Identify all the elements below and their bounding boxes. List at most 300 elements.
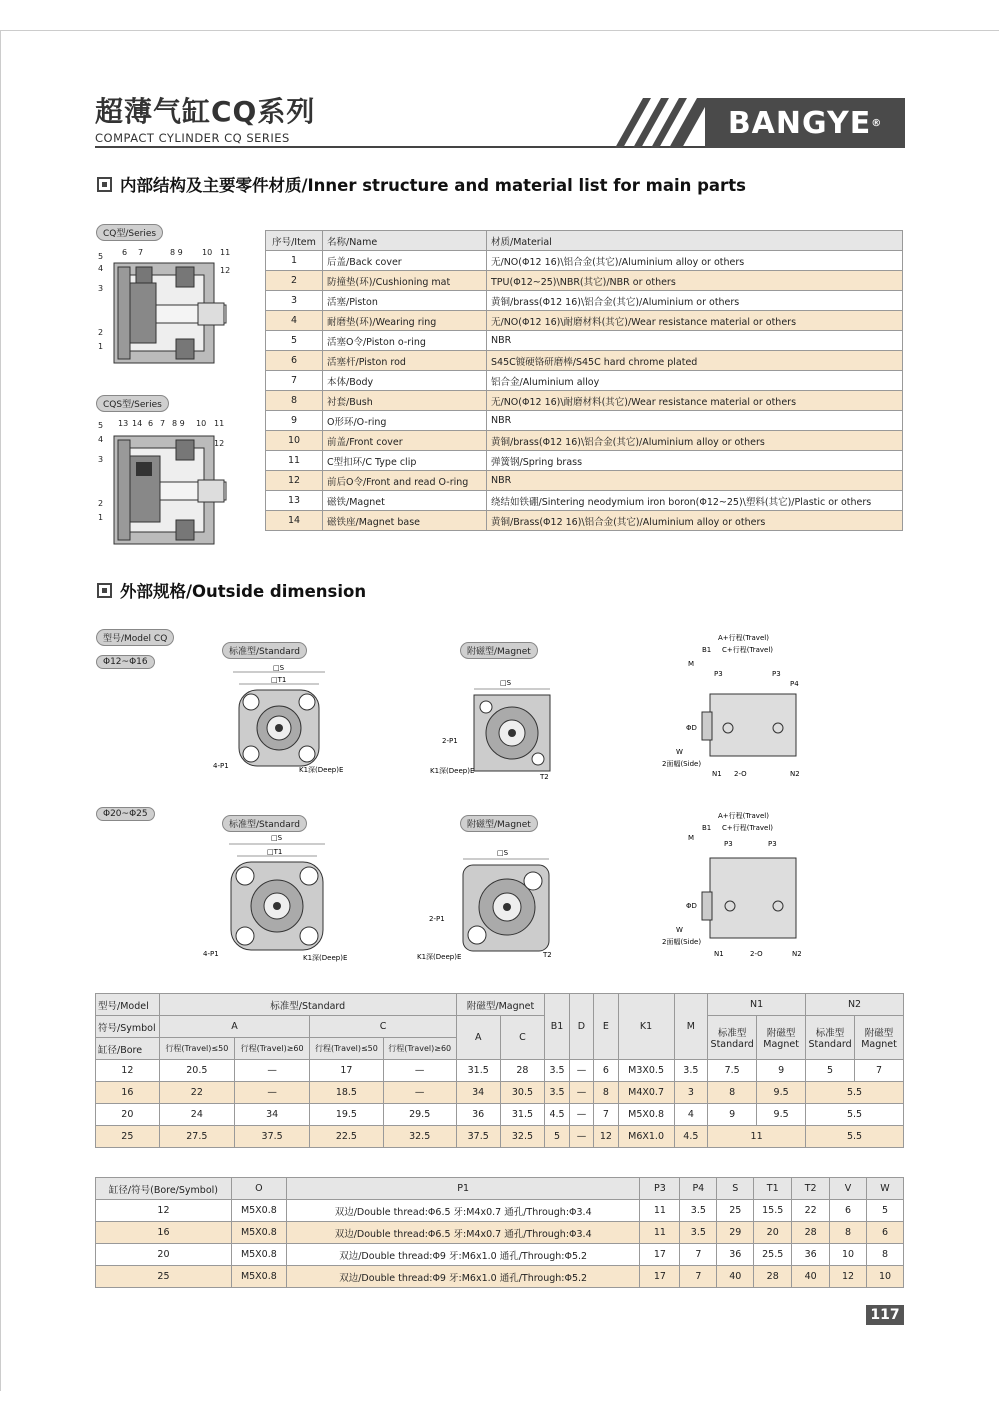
dim-label-c: C+行程(Travel)	[722, 646, 774, 654]
material-cell: 黄铜/brass(Φ12 16)\铝合金(其它)/Aluminium alloy or others	[487, 431, 903, 451]
h-bore: 缸径/Bore	[96, 1038, 160, 1060]
table-row	[96, 1222, 904, 1244]
h-std-cn: 标准型	[815, 1028, 845, 1039]
n2-cell: 5.5	[806, 1104, 904, 1126]
dimension-table	[95, 993, 904, 1148]
port-cell: 11	[640, 1222, 680, 1244]
c2-cell: 29.5	[383, 1104, 456, 1126]
cqs-callout: 12	[214, 439, 225, 448]
port-cell: 5	[867, 1200, 904, 1222]
section-bullet-icon	[97, 583, 112, 598]
h-b1: B1	[545, 994, 569, 1060]
port-cell: 6	[867, 1222, 904, 1244]
item-cell: 5	[266, 331, 323, 351]
k1-cell: M3X0.5	[618, 1060, 674, 1082]
port-cell: 28	[792, 1222, 830, 1244]
material-cell: 绕结如铁硼/Sintering neodymium iron boron(Φ12~25)\塑料(其它)/Plastic or others	[487, 491, 903, 511]
dim-label-d: ΦD	[686, 724, 697, 732]
h-e: E	[594, 994, 618, 1060]
cq-callout: 6	[122, 248, 128, 257]
port-cell: 25.5	[754, 1244, 792, 1266]
side-view-small	[660, 630, 810, 780]
dim-label-t2: T2	[540, 773, 549, 781]
d-cell: —	[569, 1082, 593, 1104]
page-title-cn: 超薄气缸CQ系列	[95, 95, 316, 128]
c2-cell: —	[383, 1060, 456, 1082]
table-row	[266, 511, 903, 531]
mc-cell: 28	[500, 1060, 545, 1082]
magnet-front-view-large	[415, 845, 590, 970]
table-row	[266, 311, 903, 331]
dim-label-2p1: 2-P1	[429, 915, 445, 923]
cqs-cutaway-diagram	[96, 416, 236, 551]
table-row	[96, 1244, 904, 1266]
cq-cutaway-diagram	[96, 245, 236, 375]
table-row	[266, 331, 903, 351]
material-cell: 无/NO(Φ12 16)\耐磨材料(其它)/Wear resistance material or others	[487, 311, 903, 331]
port-cell: M5X0.8	[231, 1244, 286, 1266]
dim-label-w: W	[676, 926, 683, 934]
cq-callout: 4	[98, 264, 104, 273]
item-cell: 14	[266, 511, 323, 531]
material-cell: NBR	[487, 331, 903, 351]
name-cell: 活塞/Piston	[323, 291, 487, 311]
name-cell: 活塞O令/Piston o-ring	[323, 331, 487, 351]
d-cell: —	[569, 1126, 593, 1148]
port-cell: 40	[792, 1266, 830, 1288]
a2-cell: —	[234, 1060, 309, 1082]
port-cell: 16	[96, 1222, 232, 1244]
dim-label-n1: N1	[714, 950, 724, 958]
port-cell: 25	[96, 1266, 232, 1288]
e-cell: 6	[594, 1060, 618, 1082]
series-cqs-label: CQS型/Series	[96, 395, 169, 412]
bore-cell: 12	[96, 1060, 160, 1082]
port-cell: 25	[717, 1200, 754, 1222]
cqs-callout: 5	[98, 421, 104, 430]
material-cell: NBR	[487, 411, 903, 431]
table-row	[266, 291, 903, 311]
table-row	[266, 431, 903, 451]
ports-table	[95, 1177, 904, 1288]
h-n1-magnet	[757, 1016, 806, 1060]
dim-label-p3: P3	[724, 840, 733, 848]
item-cell: 2	[266, 271, 323, 291]
table-row	[96, 1266, 904, 1288]
dim-label-4p1: 4-P1	[203, 950, 219, 958]
side-view-large	[660, 808, 810, 963]
port-cell: 3.5	[680, 1222, 717, 1244]
standard-label-1: 标准型/Standard	[222, 642, 307, 659]
h-std-en: Standard	[710, 1039, 754, 1050]
mc-cell: 32.5	[500, 1126, 545, 1148]
col-header-material: 材质/Material	[487, 231, 903, 251]
dim-label-4p1: 4-P1	[213, 762, 229, 770]
dim-label-side: 2面幅(Side)	[662, 938, 702, 946]
n2-cell: 5.5	[806, 1082, 904, 1104]
c1-cell: 18.5	[310, 1082, 383, 1104]
n2-cell: 5.5	[806, 1126, 904, 1148]
cq-callout: 12	[220, 266, 231, 275]
dim-label-s: □S	[497, 849, 509, 857]
port-cell: 10	[867, 1266, 904, 1288]
d-cell: —	[569, 1104, 593, 1126]
dim-label-s: □S	[500, 679, 512, 687]
port-cell: 6	[830, 1200, 867, 1222]
c1-cell: 17	[310, 1060, 383, 1082]
a1-cell: 20.5	[159, 1060, 234, 1082]
dim-label-k1: K1深(Deep)E	[417, 953, 462, 961]
dim-label-p3: P3	[772, 670, 781, 678]
dim-label-s: □S	[273, 664, 285, 672]
port-cell: 8	[867, 1244, 904, 1266]
col-header: P3	[640, 1178, 680, 1200]
c2-cell: 32.5	[383, 1126, 456, 1148]
brand-mark: ®	[871, 117, 883, 129]
cq-callout: 5	[98, 252, 104, 261]
port-cell: 12	[96, 1200, 232, 1222]
range-small-label: Φ12~Φ16	[96, 655, 155, 669]
a2-cell: 37.5	[234, 1126, 309, 1148]
material-cell: 铝合金/Aluminium alloy	[487, 371, 903, 391]
h-standard: 标准型/Standard	[159, 994, 456, 1016]
col-header-name: 名称/Name	[323, 231, 487, 251]
e-cell: 8	[594, 1082, 618, 1104]
item-cell: 13	[266, 491, 323, 511]
material-cell: NBR	[487, 471, 903, 491]
table-row	[96, 1082, 904, 1104]
port-cell: M5X0.8	[231, 1266, 286, 1288]
item-cell: 7	[266, 371, 323, 391]
port-cell: 17	[640, 1244, 680, 1266]
n1s-cell: 7.5	[708, 1060, 757, 1082]
k1-cell: M4X0.7	[618, 1082, 674, 1104]
c1-cell: 22.5	[310, 1126, 383, 1148]
ma-cell: 34	[456, 1082, 500, 1104]
b1-cell: 3.5	[545, 1060, 569, 1082]
a1-cell: 22	[159, 1082, 234, 1104]
port-cell: 12	[830, 1266, 867, 1288]
dim-label-m: M	[688, 834, 695, 842]
magnet-front-view-small	[430, 675, 590, 800]
n2m-cell: 7	[855, 1060, 904, 1082]
col-header: T1	[754, 1178, 792, 1200]
cq-callout: 7	[138, 248, 144, 257]
name-cell: 衬套/Bush	[323, 391, 487, 411]
table-row	[96, 1126, 904, 1148]
dim-label-side: 2面幅(Side)	[662, 760, 702, 768]
dim-label-a: A+行程(Travel)	[718, 634, 769, 642]
standard-front-view-small	[205, 660, 355, 780]
n1s-cell: 9	[708, 1104, 757, 1126]
dim-label-d: ΦD	[686, 902, 697, 910]
cq-callout: 3	[98, 284, 104, 293]
ma-cell: 36	[456, 1104, 500, 1126]
h-n2-standard	[806, 1016, 855, 1060]
port-cell: 双边/Double thread:Φ9 牙:M6x1.0 通孔/Through:Φ5.2	[286, 1266, 640, 1288]
a2-cell: 34	[234, 1104, 309, 1126]
bore-cell: 25	[96, 1126, 160, 1148]
h-symbol: 符号/Symbol	[96, 1016, 160, 1038]
dim-label-m: M	[688, 660, 695, 668]
item-cell: 6	[266, 351, 323, 371]
port-cell: 8	[830, 1222, 867, 1244]
dim-label-p3: P3	[768, 840, 777, 848]
name-cell: 本体/Body	[323, 371, 487, 391]
bore-cell: 16	[96, 1082, 160, 1104]
name-cell: 防撞垫(环)/Cushioning mat	[323, 271, 487, 291]
section-bullet-icon	[97, 177, 112, 192]
table-header-row	[266, 231, 903, 251]
cq-callout: 1	[98, 342, 104, 351]
h-mag-cn: 附磁型	[766, 1028, 796, 1039]
ma-cell: 31.5	[456, 1060, 500, 1082]
dim-label-t1: □T1	[267, 848, 283, 856]
dim-label-t1: □T1	[271, 676, 287, 684]
item-cell: 10	[266, 431, 323, 451]
table-row	[266, 251, 903, 271]
cqs-callout: 2	[98, 499, 104, 508]
dim-label-p4: P4	[790, 680, 799, 688]
material-cell: 无/NO(Φ12 16)\铝合金(其它)/Aluminium alloy or others	[487, 251, 903, 271]
item-cell: 9	[266, 411, 323, 431]
standard-label-2: 标准型/Standard	[222, 815, 307, 832]
table-row	[266, 271, 903, 291]
name-cell: 前后O令/Front and read O-ring	[323, 471, 487, 491]
n1m-cell: 9	[757, 1060, 806, 1082]
col-header: S	[717, 1178, 754, 1200]
port-cell: 双边/Double thread:Φ6.5 牙:M4x0.7 通孔/Through:Φ3.4	[286, 1222, 640, 1244]
h-mag-cn: 附磁型	[864, 1028, 894, 1039]
model-label: 型号/Model CQ	[96, 629, 174, 646]
standard-front-view-large	[195, 830, 360, 965]
port-cell: 15.5	[754, 1200, 792, 1222]
material-cell: TPU(Φ12~25)\NBR(其它)/NBR or others	[487, 271, 903, 291]
material-cell: 弹簧钢/Spring brass	[487, 451, 903, 471]
n2s-cell: 5	[806, 1060, 855, 1082]
dim-label-n1: N1	[712, 770, 722, 778]
dim-label-k1: K1深(Deep)E	[430, 767, 475, 775]
range-large-label: Φ20~Φ25	[96, 807, 155, 821]
h-mag-en: Magnet	[861, 1039, 897, 1050]
a2-cell: —	[234, 1082, 309, 1104]
m-cell: 3	[674, 1082, 708, 1104]
col-header: T2	[792, 1178, 830, 1200]
item-cell: 12	[266, 471, 323, 491]
h-a: A	[159, 1016, 310, 1038]
c1-cell: 19.5	[310, 1104, 383, 1126]
dim-label-c: C+行程(Travel)	[722, 824, 774, 832]
name-cell: C型扣环/C Type clip	[323, 451, 487, 471]
page-number: 117	[866, 1305, 904, 1325]
cq-callout: 10	[202, 248, 213, 257]
name-cell: 磁铁/Magnet	[323, 491, 487, 511]
a1-cell: 27.5	[159, 1126, 234, 1148]
mc-cell: 30.5	[500, 1082, 545, 1104]
m-cell: 4.5	[674, 1126, 708, 1148]
h-m: M	[674, 994, 708, 1060]
magnet-label-1: 附磁型/Magnet	[460, 642, 538, 659]
n1m-cell: 9.5	[757, 1104, 806, 1126]
dim-label-2o: 2-O	[734, 770, 747, 778]
port-cell: 17	[640, 1266, 680, 1288]
table-row	[96, 1060, 904, 1082]
cqs-callout: 3	[98, 455, 104, 464]
name-cell: 耐磨垫(环)/Wearing ring	[323, 311, 487, 331]
h-model: 型号/Model	[96, 994, 160, 1016]
m-cell: 4	[674, 1104, 708, 1126]
b1-cell: 4.5	[545, 1104, 569, 1126]
port-cell: 20	[754, 1222, 792, 1244]
table-row	[266, 371, 903, 391]
section-inner-structure	[97, 172, 746, 196]
col-header-item: 序号/Item	[266, 231, 323, 251]
col-header: P4	[680, 1178, 717, 1200]
n1s-cell: 8	[708, 1082, 757, 1104]
item-cell: 4	[266, 311, 323, 331]
cqs-callout: 7	[160, 419, 166, 428]
item-cell: 11	[266, 451, 323, 471]
port-cell: 双边/Double thread:Φ6.5 牙:M4x0.7 通孔/Through:Φ3.4	[286, 1200, 640, 1222]
dim-label-a: A+行程(Travel)	[718, 812, 769, 820]
name-cell: O形环/O-ring	[323, 411, 487, 431]
h-n1: N1	[708, 994, 806, 1016]
h-c: C	[310, 1016, 457, 1038]
bore-cell: 20	[96, 1104, 160, 1126]
h-n2: N2	[806, 994, 904, 1016]
cqs-callout: 11	[214, 419, 225, 428]
table-row	[266, 491, 903, 511]
dim-label-k1: K1深(Deep)E	[303, 954, 348, 962]
col-header: P1	[286, 1178, 640, 1200]
table-row	[96, 1104, 904, 1126]
dim-label-t2: T2	[543, 951, 552, 959]
h-mag-en: Magnet	[763, 1039, 799, 1050]
h-n1-standard	[708, 1016, 757, 1060]
port-cell: 7	[680, 1244, 717, 1266]
dim-label-p3: P3	[714, 670, 723, 678]
header-stripes	[605, 98, 710, 148]
dim-label-n2: N2	[792, 950, 802, 958]
page-title-en: COMPACT CYLINDER CQ SERIES	[95, 131, 290, 145]
cq-callout: 8 9	[170, 248, 183, 257]
material-cell: S45C镀硬铬研磨棒/S45C hard chrome plated	[487, 351, 903, 371]
n1m-cell: 9.5	[757, 1082, 806, 1104]
cqs-callout: 13	[118, 419, 129, 428]
brand-logo	[705, 98, 905, 148]
col-header: 缸径/符号(Bore/Symbol)	[96, 1178, 232, 1200]
ma-cell: 37.5	[456, 1126, 500, 1148]
k1-cell: M5X0.8	[618, 1104, 674, 1126]
e-cell: 7	[594, 1104, 618, 1126]
port-cell: 29	[717, 1222, 754, 1244]
item-cell: 3	[266, 291, 323, 311]
dim-label-w: W	[676, 748, 683, 756]
port-cell: 36	[792, 1244, 830, 1266]
cqs-callout: 4	[98, 435, 104, 444]
table-header-row	[96, 1178, 904, 1200]
h-c-ge50: 行程(Travel)≥60	[383, 1038, 456, 1060]
cq-callout: 11	[220, 248, 231, 257]
table-row	[266, 351, 903, 371]
name-cell: 后盖/Back cover	[323, 251, 487, 271]
e-cell: 12	[594, 1126, 618, 1148]
h-std-cn: 标准型	[717, 1028, 747, 1039]
port-cell: 20	[96, 1244, 232, 1266]
h-magnet-a: A	[456, 1016, 500, 1060]
h-c-le50: 行程(Travel)≤50	[310, 1038, 383, 1060]
cqs-callout: 6	[148, 419, 154, 428]
table-row	[266, 451, 903, 471]
cqs-callout: 1	[98, 513, 104, 522]
h-n2-magnet	[855, 1016, 904, 1060]
dim-label-2p1: 2-P1	[442, 737, 458, 745]
port-cell: M5X0.8	[231, 1222, 286, 1244]
magnet-label-2: 附磁型/Magnet	[460, 815, 538, 832]
cqs-callout: 14	[132, 419, 143, 428]
cqs-callout: 10	[196, 419, 207, 428]
a1-cell: 24	[159, 1104, 234, 1126]
k1-cell: M6X1.0	[618, 1126, 674, 1148]
port-cell: 双边/Double thread:Φ9 牙:M6x1.0 通孔/Through:Φ5.2	[286, 1244, 640, 1266]
section-outside-dimension-title: 外部规格/Outside dimension	[120, 582, 367, 601]
item-cell: 1	[266, 251, 323, 271]
m-cell: 3.5	[674, 1060, 708, 1082]
b1-cell: 3.5	[545, 1082, 569, 1104]
table-row	[266, 471, 903, 491]
n1-cell: 11	[708, 1126, 806, 1148]
name-cell: 前盖/Front cover	[323, 431, 487, 451]
material-cell: 黄铜/brass(Φ12 16)\铝合金(其它)/Aluminium or others	[487, 291, 903, 311]
port-cell: 7	[680, 1266, 717, 1288]
h-d: D	[569, 994, 593, 1060]
series-cq-label: CQ型/Series	[96, 224, 163, 241]
d-cell: —	[569, 1060, 593, 1082]
dim-label-b1: B1	[702, 824, 712, 832]
port-cell: 28	[754, 1266, 792, 1288]
table-row	[96, 1200, 904, 1222]
name-cell: 磁铁座/Magnet base	[323, 511, 487, 531]
dim-label-b1: B1	[702, 646, 712, 654]
table-row	[266, 391, 903, 411]
dim-label-k1: K1深(Deep)E	[299, 766, 344, 774]
material-cell: 无/NO(Φ12 16)\耐磨材料(其它)/Wear resistance material or others	[487, 391, 903, 411]
dim-label-n2: N2	[790, 770, 800, 778]
name-cell: 活塞杆/Piston rod	[323, 351, 487, 371]
dim-label-s: □S	[271, 834, 283, 842]
mc-cell: 31.5	[500, 1104, 545, 1126]
port-cell: 22	[792, 1200, 830, 1222]
dim-label-2o: 2-O	[750, 950, 763, 958]
h-k1: K1	[618, 994, 674, 1060]
col-header: V	[830, 1178, 867, 1200]
h-std-en: Standard	[808, 1039, 852, 1050]
materials-table	[265, 230, 903, 531]
cq-callout: 2	[98, 328, 104, 337]
cqs-callout: 8 9	[172, 419, 185, 428]
port-cell: 10	[830, 1244, 867, 1266]
port-cell: 11	[640, 1200, 680, 1222]
port-cell: 36	[717, 1244, 754, 1266]
port-cell: M5X0.8	[231, 1200, 286, 1222]
h-a-ge50: 行程(Travel)≥60	[234, 1038, 309, 1060]
brand-name: BANGYE	[727, 105, 872, 141]
h-magnet: 附磁型/Magnet	[456, 994, 545, 1016]
h-magnet-c: C	[500, 1016, 545, 1060]
col-header: O	[231, 1178, 286, 1200]
c2-cell: —	[383, 1082, 456, 1104]
material-cell: 黄铜/Brass(Φ12 16)\铝合金(其它)/Aluminium alloy or others	[487, 511, 903, 531]
